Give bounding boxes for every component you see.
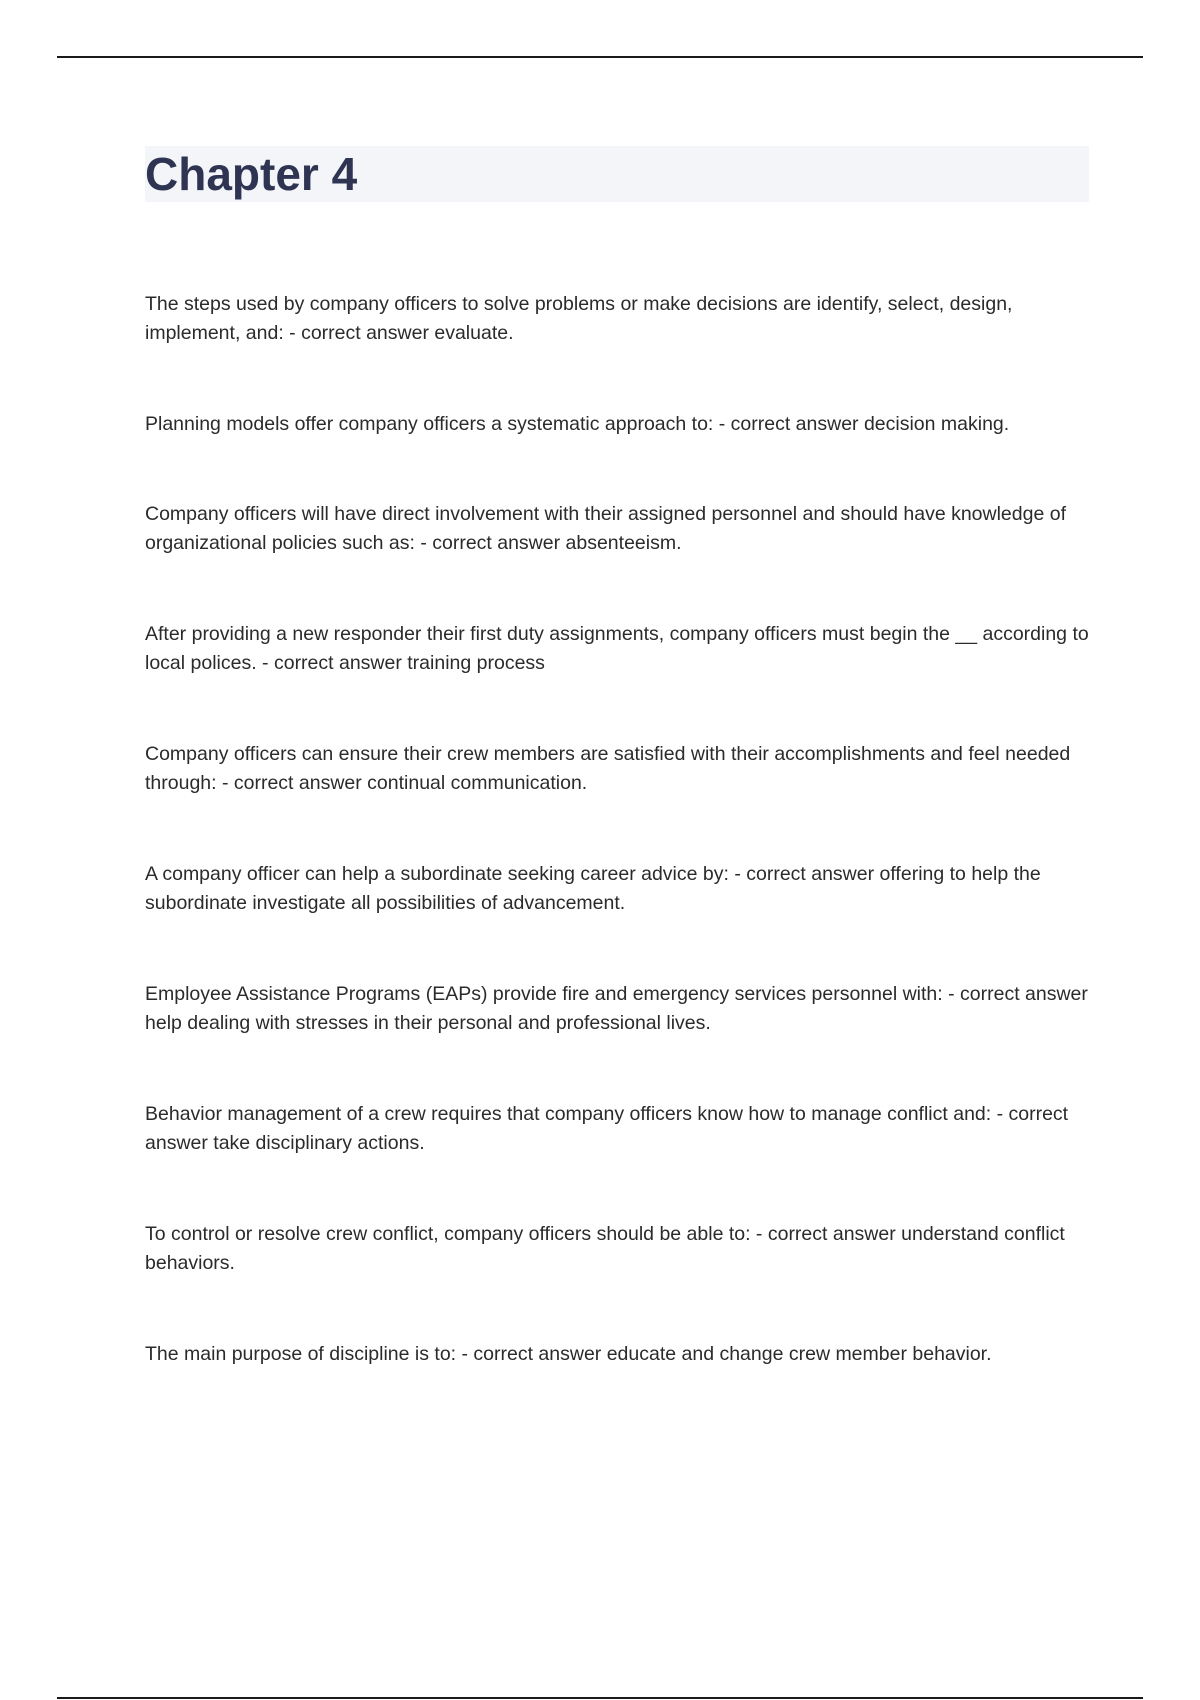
qa-item-4: After providing a new responder their first duty assignments, company officers must begin the __ according to local polices. - correct answer training process [145, 623, 1089, 674]
qa-item-5: Company officers can ensure their crew members are satisfied with their accomplishments and feel needed through: - correct answer continual communication. [145, 743, 1071, 794]
chapter-title: Chapter 4 [145, 148, 358, 200]
qa-item-1: The steps used by company officers to solve problems or make decisions are identify, select, design, implement, and: - correct answer evaluate. [145, 293, 1013, 344]
qa-item-6: A company officer can help a subordinate seeking career advice by: - correct answer offering to help the subordinate investigate all possibilities of advancement. [145, 863, 1041, 914]
qa-item-9: To control or resolve crew conflict, company officers should be able to: - correct answer understand conflict behaviors. [145, 1223, 1065, 1274]
chapter-header [145, 146, 1089, 202]
top-divider [57, 56, 1143, 58]
qa-item-3: Company officers will have direct involvement with their assigned personnel and should have knowledge of organizational policies such as: - correct answer absenteeism. [145, 503, 1066, 554]
bottom-divider [57, 1697, 1143, 1699]
qa-item-2: Planning models offer company officers a systematic approach to: - correct answer decision making. [145, 413, 1010, 435]
qa-item-7: Employee Assistance Programs (EAPs) provide fire and emergency services personnel with: - correct answer help dealing with stresses in their personal and professional lives. [145, 983, 1088, 1034]
qa-item-8: Behavior management of a crew requires that company officers know how to manage conflict and: - correct answer take disciplinary actions. [145, 1103, 1069, 1154]
qa-item-10: The main purpose of discipline is to: - correct answer educate and change crew member behavior. [145, 1343, 992, 1365]
